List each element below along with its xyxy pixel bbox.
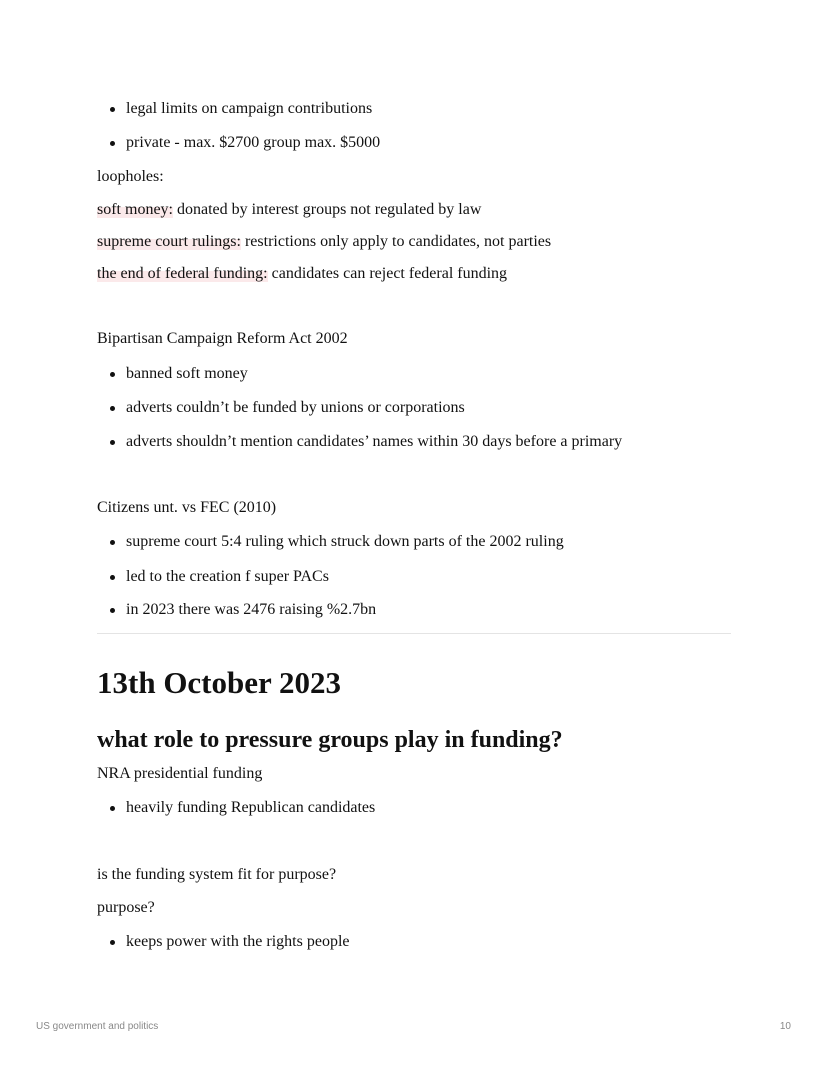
section-heading: what role to pressure groups play in funding? xyxy=(97,727,563,753)
divider xyxy=(97,633,731,634)
loophole-court-rulings xyxy=(97,232,551,252)
list-item: led to the creation f super PACs xyxy=(126,568,329,585)
citizens-title: Citizens unt. vs FEC (2010) xyxy=(97,499,277,516)
loophole-federal-funding xyxy=(97,264,507,284)
loophole-text: donated by interest groups not regulated by law xyxy=(173,201,482,218)
loophole-text: restrictions only apply to candidates, not parties xyxy=(240,233,552,250)
list-item: in 2023 there was 2476 raising %2.7bn xyxy=(126,601,377,618)
list-item: keeps power with the rights people xyxy=(126,933,350,950)
list-item: legal limits on campaign contributions xyxy=(126,100,373,117)
loophole-soft-money xyxy=(97,200,481,220)
list-item: adverts couldn’t be funded by unions or corporations xyxy=(126,399,465,416)
list-item: supreme court 5:4 ruling which struck down parts of the 2002 ruling xyxy=(126,533,564,550)
highlighted-term: supreme court rulings: xyxy=(97,233,241,250)
highlighted-term: the end of federal funding: xyxy=(97,265,268,282)
page-number: 10 xyxy=(779,1021,791,1032)
loophole-text: candidates can reject federal funding xyxy=(267,265,508,282)
date-heading: 13th October 2023 xyxy=(97,665,341,700)
highlighted-term: soft money: xyxy=(97,201,173,218)
list-item: adverts shouldn’t mention candidates’ names within 30 days before a primary xyxy=(126,433,623,450)
loopholes-label: loopholes: xyxy=(97,168,164,185)
bcra-title: Bipartisan Campaign Reform Act 2002 xyxy=(97,330,348,347)
nra-title: NRA presidential funding xyxy=(97,765,263,782)
list-item: private - max. $2700 group max. $5000 xyxy=(126,134,381,151)
footer-title: US government and politics xyxy=(36,1021,159,1032)
list-item: banned soft money xyxy=(126,365,248,382)
question: is the funding system fit for purpose? xyxy=(97,866,337,883)
purpose-title: purpose? xyxy=(97,899,155,916)
list-item: heavily funding Republican candidates xyxy=(126,799,376,816)
